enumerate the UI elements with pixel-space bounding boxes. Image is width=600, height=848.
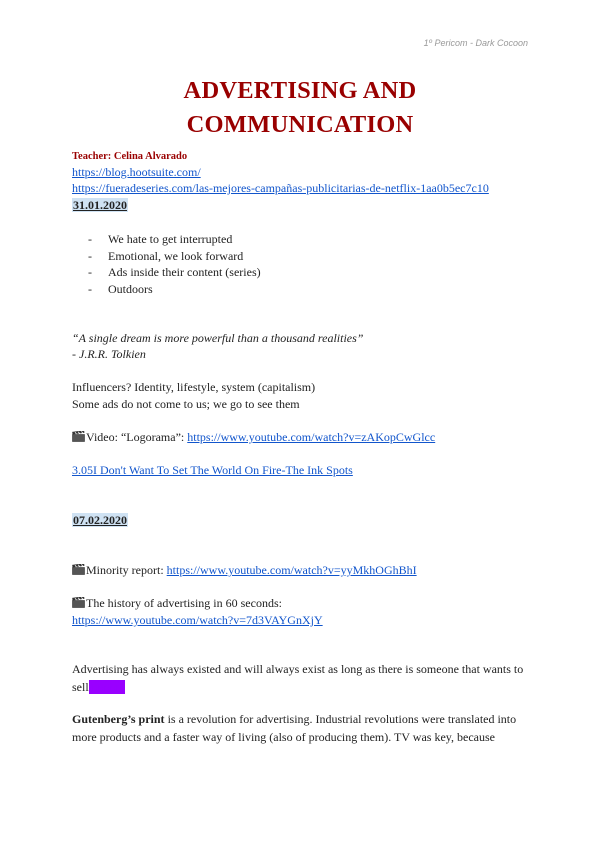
song-link[interactable]: 3.05I Don't Want To Set The World On Fire-The Ink Spots [72,463,353,477]
bullet-list [88,232,261,298]
influencers-line: Influencers? Identity, lifestyle, system (capitalism) [72,380,316,394]
title-line-1: ADVERTISING AND [183,77,417,104]
video-label: Video: “Logorama”: [86,430,188,444]
title-line-2: COMMUNICATION [186,111,414,138]
quote-text: “A single dream is more powerful than a thousand realities” [72,331,364,345]
bullet-text: Outdoors [108,281,153,296]
history-label: The history of advertising in 60 seconds: [86,596,282,610]
date-heading-1: 31.01.2020 [73,198,127,212]
gutenberg-paragraph [72,710,534,746]
fueradeseries-link[interactable]: https://fueradeseries.com/las-mejores-campañas-publicitarias-de-netflix-1aa0b5ec7c10 [72,181,489,195]
document-title [0,74,600,142]
clapperboard-icon [72,431,85,442]
list-item: - Emotional, we look forward [88,248,244,263]
minority-line [72,563,417,577]
date-heading-2: 07.02.2020 [73,513,127,527]
clapperboard-icon [72,564,85,575]
advertising-paragraph [72,660,534,696]
gutenberg-bold: Gutenberg’s print [72,712,165,726]
header-note: 1º Pericom - Dark Cocoon [423,38,528,48]
history-link[interactable]: https://www.youtube.com/watch?v=7d3VAYGnXjY [72,613,323,627]
clapperboard-icon [72,597,85,608]
bullet-text: Ads inside their content (series) [108,265,261,279]
purple-highlight: xxxxxx [88,680,125,694]
bullet-text: Emotional, we look forward [108,248,244,263]
gutenberg-text: is a revolution for advertising. Industrial revolutions were translated into [164,712,517,726]
teacher-line: Teacher: Celina Alvarado [72,151,188,162]
history-line [72,596,282,610]
advertising-line-1: Advertising has always existed and will always exist as long as there is someone that wants to [72,662,524,676]
hootsuite-link[interactable]: https://blog.hootsuite.com/ [72,165,201,179]
list-item: - Outdoors [88,281,153,296]
gutenberg-line-2: more products and a faster way of living (also of producing them). TV was key, because [72,730,495,744]
bullet-text: We hate to get interrupted [108,232,233,246]
quote-author: - J.R.R. Tolkien [72,347,146,361]
minority-report-link[interactable]: https://www.youtube.com/watch?v=yyMkhOGhBhI [166,563,417,577]
list-item: - Ads inside their content (series) [88,265,261,279]
minority-label: Minority report: [86,563,167,577]
list-item: - We hate to get interrupted [88,232,233,246]
logorama-link[interactable]: https://www.youtube.com/watch?v=zAKopCwGlcc [187,430,436,444]
ads-line: Some ads do not come to us; we go to see them [72,397,300,411]
video-line [72,430,435,444]
advertising-line-2: sell [72,680,89,694]
